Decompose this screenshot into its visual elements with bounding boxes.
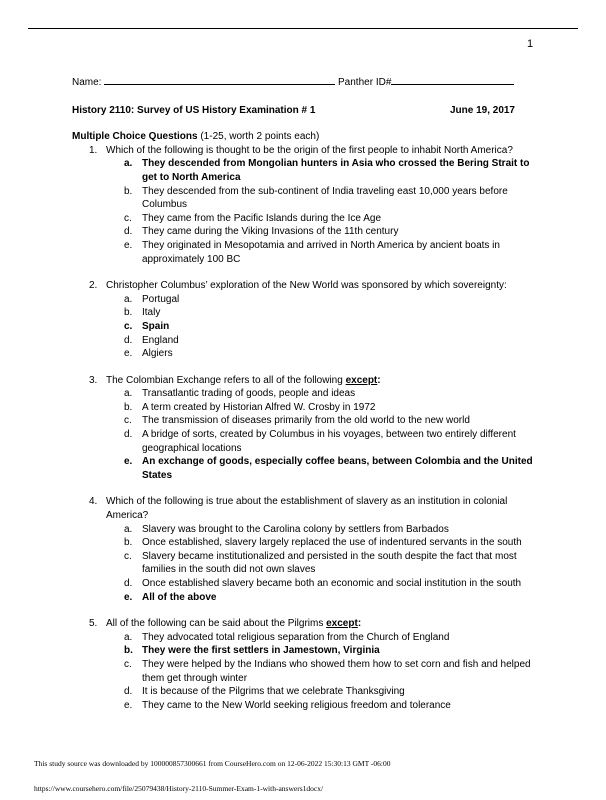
option-letter: a. <box>124 388 133 400</box>
question-text-suffix: : <box>377 374 381 386</box>
question-except-word: except <box>345 374 378 386</box>
answer-option <box>124 293 542 307</box>
question-row <box>72 374 542 388</box>
answer-option <box>124 347 542 361</box>
question-number: 1. <box>89 144 98 156</box>
option-text: It is because of the Pilgrims that we celebrate Thanksgiving <box>142 686 405 698</box>
question-text-suffix: : <box>357 618 362 630</box>
option-letter: b. <box>124 185 133 197</box>
exam-date: June 19, 2017 <box>449 104 515 116</box>
question-row <box>72 495 542 522</box>
page-number: 1 <box>527 38 534 50</box>
question-row <box>72 617 542 631</box>
question-row <box>72 144 542 158</box>
answer-options <box>124 387 542 482</box>
option-text: They came from the Pacific Islands during the Ice Age <box>142 212 382 224</box>
question-text-main: All of the following can be said about the Pilgrims <box>106 618 327 630</box>
question-except-word: except <box>326 618 358 630</box>
option-text: They came during the Viking Invasions of the 11th century <box>142 226 399 238</box>
answer-options <box>124 157 542 266</box>
answer-option <box>124 306 542 320</box>
option-text: Once established slavery became both an economic and social institution in the south <box>142 578 522 589</box>
section-heading-row <box>72 130 542 144</box>
option-letter: d. <box>124 578 133 589</box>
option-text: They were the first settlers in Jamestown, Virginia <box>142 645 380 657</box>
question-number: 4. <box>89 496 98 508</box>
option-text: Slavery was brought to the Carolina colony by settlers from Barbados <box>142 523 449 535</box>
option-letter: d. <box>124 429 133 441</box>
option-text: The transmission of diseases primarily from the old world to the new world <box>142 415 470 427</box>
answer-options <box>124 293 542 361</box>
answer-option <box>124 414 542 428</box>
question-text <box>106 617 542 631</box>
answer-option <box>124 631 542 645</box>
exam-title: History 2110: Survey of US History Examination # 1 <box>72 104 316 116</box>
section-heading: Multiple Choice Questions <box>72 131 198 143</box>
option-text: They descended from Mongolian hunters in Asia who crossed the Bering Strait to get to North America <box>142 158 530 183</box>
option-letter: e. <box>124 239 133 251</box>
question-text-main: Which of the following is thought to be the origin of the first people to inhabit North America? <box>106 144 513 156</box>
option-text: Slavery became institutionalized and persisted in the south despite the fact that most families in the south did not own slaves <box>142 550 517 576</box>
header-rule <box>28 28 578 29</box>
question-text <box>106 374 542 388</box>
option-letter: d. <box>124 334 133 346</box>
answer-option <box>124 401 542 415</box>
answer-option <box>124 387 542 401</box>
option-text: Portugal <box>142 293 180 305</box>
answer-option <box>124 699 542 713</box>
option-letter: c. <box>124 415 132 427</box>
option-text: A bridge of sorts, created by Columbus in his voyages, between two entirely different geographical locations <box>142 429 516 454</box>
option-letter: a. <box>124 293 133 305</box>
question-number: 2. <box>89 280 98 292</box>
option-letter: a. <box>124 523 133 535</box>
option-text: Once established, slavery largely replaced the use of indentured servants in the south <box>142 537 522 549</box>
option-letter: c. <box>124 320 133 332</box>
option-letter: a. <box>124 631 133 643</box>
option-text: Algiers <box>142 348 173 360</box>
answer-options <box>124 631 542 713</box>
answer-option-correct <box>124 157 542 184</box>
option-letter: c. <box>124 550 132 562</box>
question-row <box>72 279 542 293</box>
answer-option <box>124 550 542 577</box>
option-text: They originated in Mesopotamia and arrived in North America by ancient boats in approximately 100 BC <box>142 239 500 265</box>
answer-option-correct <box>124 644 542 658</box>
answer-option <box>124 536 542 550</box>
option-letter: d. <box>124 226 133 238</box>
name-field[interactable] <box>104 74 335 85</box>
panther-id-field[interactable] <box>391 74 514 85</box>
question-text-main: The Colombian Exchange refers to all of the following <box>106 374 346 386</box>
question-block <box>72 617 542 712</box>
answer-option <box>124 225 542 239</box>
option-letter: e. <box>124 699 133 711</box>
name-line <box>72 74 542 90</box>
question-block <box>72 279 542 361</box>
option-letter: e. <box>124 456 133 468</box>
question-text <box>106 144 542 158</box>
footer-url[interactable]: https://www.coursehero.com/file/25079438/History-2110-Summer-Exam-1-with-answers1docx/ <box>34 784 324 793</box>
exam-title-row <box>72 104 542 118</box>
question-block <box>72 144 542 266</box>
answer-option <box>124 685 542 699</box>
option-text: Spain <box>142 320 170 332</box>
question-number: 3. <box>89 374 98 386</box>
option-letter: b. <box>124 645 133 657</box>
answer-option <box>124 658 542 685</box>
option-text: All of the above <box>142 591 217 603</box>
answer-option <box>124 334 542 348</box>
option-text: They advocated total religious separation from the Church of England <box>142 631 450 643</box>
option-text: Transatlantic trading of goods, people and ideas <box>142 388 356 400</box>
option-text: They descended from the sub-continent of India traveling east 10,000 years before Columbus <box>142 185 508 211</box>
exam-document <box>72 74 542 712</box>
option-letter: b. <box>124 537 133 549</box>
answer-option <box>124 577 542 591</box>
answer-option-correct <box>124 591 542 605</box>
question-text-main: Christopher Columbus’ exploration of the New World was sponsored by which sovereignty: <box>106 280 507 292</box>
question-list <box>72 144 542 713</box>
panther-id-label: Panther ID# <box>338 77 392 88</box>
option-letter: a. <box>124 158 133 170</box>
question-block <box>72 374 542 483</box>
option-letter: b. <box>124 401 133 413</box>
section-note: (1-25, worth 2 points each) <box>197 131 320 143</box>
option-text: A term created by Historian Alfred W. Crosby in 1972 <box>142 401 376 413</box>
option-text: England <box>142 334 179 346</box>
option-text: They were helped by the Indians who showed them how to set corn and fish and helped them get through winter <box>142 658 531 684</box>
question-text <box>106 495 542 522</box>
footer-download-note: This study source was downloaded by 100000857300661 from CourseHero.com on 12-06-2022 15:30:13 GMT -06:00 <box>34 759 391 768</box>
option-letter: d. <box>124 686 133 698</box>
answer-option <box>124 212 542 226</box>
question-number: 5. <box>89 618 98 630</box>
option-letter: c. <box>124 212 132 224</box>
answer-option <box>124 239 542 266</box>
answer-option <box>124 523 542 537</box>
option-letter: c. <box>124 658 132 670</box>
answer-option-correct <box>124 455 542 482</box>
option-letter: e. <box>124 591 133 603</box>
answer-options <box>124 523 542 605</box>
answer-option-correct <box>124 320 542 334</box>
question-text <box>106 279 542 293</box>
answer-option <box>124 428 542 455</box>
option-letter: b. <box>124 307 133 319</box>
option-text: They came to the New World seeking religious freedom and tolerance <box>142 699 451 711</box>
option-text: Italy <box>142 307 161 319</box>
name-label: Name: <box>72 77 102 88</box>
option-letter: e. <box>124 348 133 360</box>
question-text-main: Which of the following is true about the establishment of slavery as an institution in colonial America? <box>106 496 508 522</box>
question-block <box>72 495 542 604</box>
option-text: An exchange of goods, especially coffee beans, between Colombia and the United States <box>142 456 533 481</box>
answer-option <box>124 185 542 212</box>
